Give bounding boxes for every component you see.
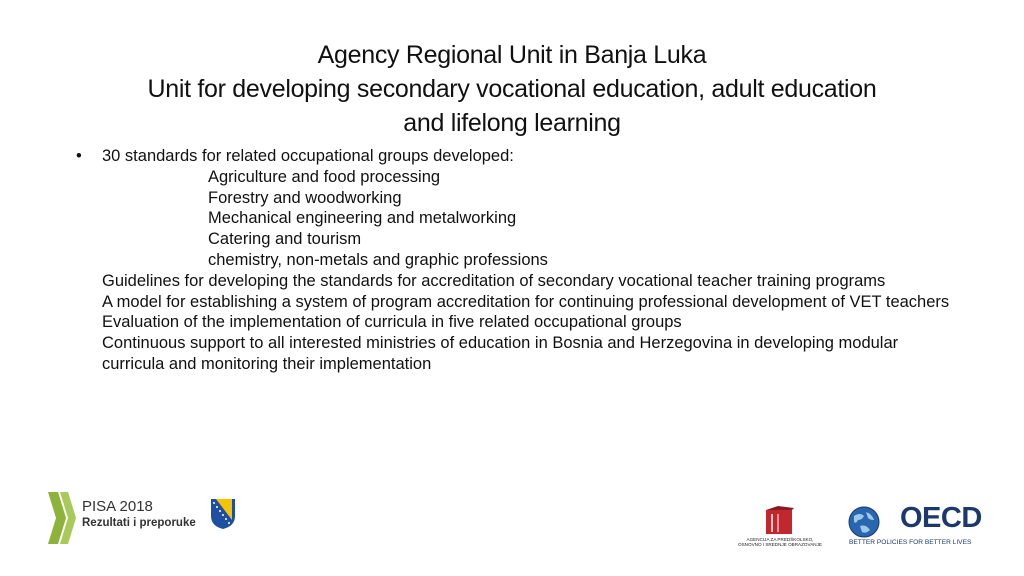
pisa-logo [46, 490, 246, 550]
title-line-3: and lifelong learning [403, 109, 621, 137]
bih-flag-icon [210, 498, 236, 530]
title-line-1: Agency Regional Unit in Banja Luka [317, 41, 707, 69]
paragraph: A model for establishing a system of program accreditation for continuing professional development of VET teachers [102, 292, 950, 311]
pisa-chevron-icon [46, 490, 78, 546]
oecd-tagline: BETTER POLICIES FOR BETTER LIVES [849, 539, 972, 546]
paragraph: Continuous support to all interested ministries of education in Bosnia and Herzegovina in developing modular curricula and monitoring their implementation [102, 334, 899, 373]
bullet-dot-icon: • [76, 147, 82, 165]
agency-logo [730, 506, 830, 550]
paragraph: Evaluation of the implementation of curricula in five related occupational groups [102, 313, 682, 332]
sub-item: Mechanical engineering and metalworking [208, 209, 517, 228]
oecd-wordmark: OECD [900, 502, 982, 534]
slide-content [76, 146, 956, 375]
agency-emblem-icon [764, 506, 796, 536]
sub-item: Agriculture and food processing [208, 167, 441, 186]
slide-title [60, 38, 964, 140]
bullet-item [76, 146, 956, 167]
agency-text: AGENCIJA ZA PREDŠKOLSKO, OSNOVNO I SREDNJE OBRAZOVANJE [738, 537, 822, 548]
sub-item: Forestry and woodworking [208, 188, 402, 207]
pisa-title: PISA 2018 [82, 498, 153, 515]
globe-icon [848, 506, 880, 538]
paragraph: Guidelines for developing the standards for accreditation of secondary vocational teacher training programs [102, 271, 886, 290]
sub-item: Catering and tourism [208, 230, 362, 249]
title-line-2: Unit for developing secondary vocational education, adult education [147, 75, 877, 103]
sub-item: chemistry, non-metals and graphic professions [208, 250, 548, 269]
pisa-subtitle: Rezultati i preporuke [82, 517, 196, 529]
oecd-logo [846, 502, 986, 552]
bullet-text: 30 standards for related occupational groups developed: [102, 147, 514, 165]
